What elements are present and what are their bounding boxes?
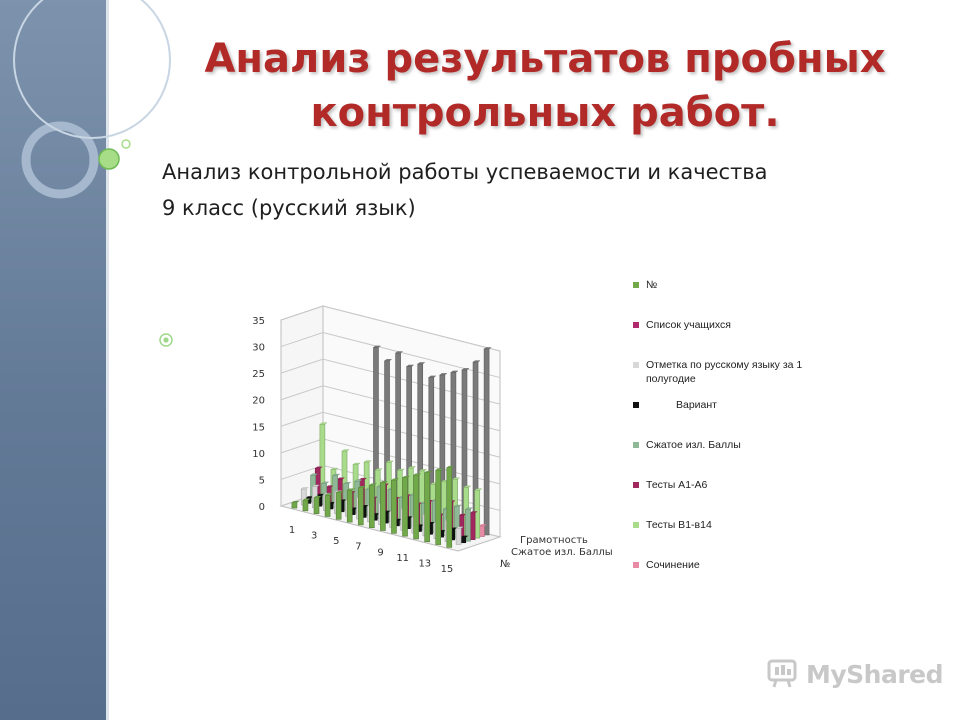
x-tick-label: 1 (288, 524, 296, 536)
y-tick-label: 15 (252, 422, 265, 434)
bar (470, 513, 475, 540)
bar (292, 503, 297, 508)
legend-swatch (633, 362, 639, 368)
bar (425, 473, 430, 542)
myshared-logo-icon (766, 656, 802, 690)
y-tick-label: 0 (258, 502, 265, 513)
bar (314, 498, 319, 514)
bar (436, 470, 441, 544)
watermark-text: MyShared (806, 660, 944, 689)
x-tick-label: 13 (418, 558, 432, 570)
legend-label: Сочинение (646, 559, 700, 571)
subtitle-line-2: 9 класс (русский язык) (162, 196, 416, 220)
legend-swatch (633, 402, 639, 408)
bar (358, 488, 363, 525)
depth-tick-label: № (500, 559, 511, 570)
y-tick-label: 25 (252, 369, 265, 381)
bar (447, 468, 452, 548)
x-tick-label: 5 (333, 536, 340, 548)
legend-swatch (633, 442, 639, 448)
legend-label: Отметка по русскому языку за 1 полугодие (646, 359, 803, 385)
bar (484, 349, 489, 535)
x-tick-label: 9 (377, 547, 384, 559)
legend-swatch (633, 282, 639, 288)
x-tick-label: 15 (440, 564, 454, 576)
bar (403, 478, 408, 536)
bar (325, 495, 330, 516)
legend-label: Тесты А1-А6 (646, 479, 708, 491)
legend-label: Сжатое изл. Баллы (646, 439, 741, 451)
y-tick-label: 30 (252, 342, 265, 354)
legend-label: Список учащихся (646, 319, 731, 331)
watermark (766, 654, 944, 694)
bar (303, 500, 308, 511)
bar (391, 480, 396, 533)
x-tick-label: 3 (311, 530, 318, 542)
bar (369, 485, 374, 528)
y-tick-label: 20 (252, 395, 265, 407)
y-tick-label: 35 (252, 316, 265, 327)
legend-label: № (646, 279, 658, 291)
bar (336, 493, 341, 520)
legend-swatch (633, 482, 639, 488)
depth-tick-label: Грамотность (520, 535, 588, 546)
legend-swatch (633, 562, 639, 568)
subtitle-line-1: Анализ контрольной работы успеваемости и качества (162, 160, 768, 184)
x-tick-label: 7 (355, 541, 362, 553)
legend-swatch (633, 322, 639, 328)
y-tick-label: 5 (258, 475, 265, 487)
bar (456, 528, 461, 544)
bar (414, 475, 419, 539)
slide-title: Анализ результатов пробных контрольных работ. (204, 36, 886, 136)
legend-swatch (633, 522, 639, 528)
legend-label: Тесты В1-в14 (646, 519, 712, 531)
bar (380, 483, 385, 531)
bar (479, 526, 484, 537)
legend-label: Вариант (676, 399, 717, 411)
x-tick-label: 11 (396, 552, 410, 564)
depth-tick-label: Сжатое изл. Баллы (511, 547, 613, 558)
bar (347, 490, 352, 522)
y-tick-label: 10 (252, 448, 265, 460)
bar (461, 537, 466, 542)
bar (475, 490, 480, 538)
